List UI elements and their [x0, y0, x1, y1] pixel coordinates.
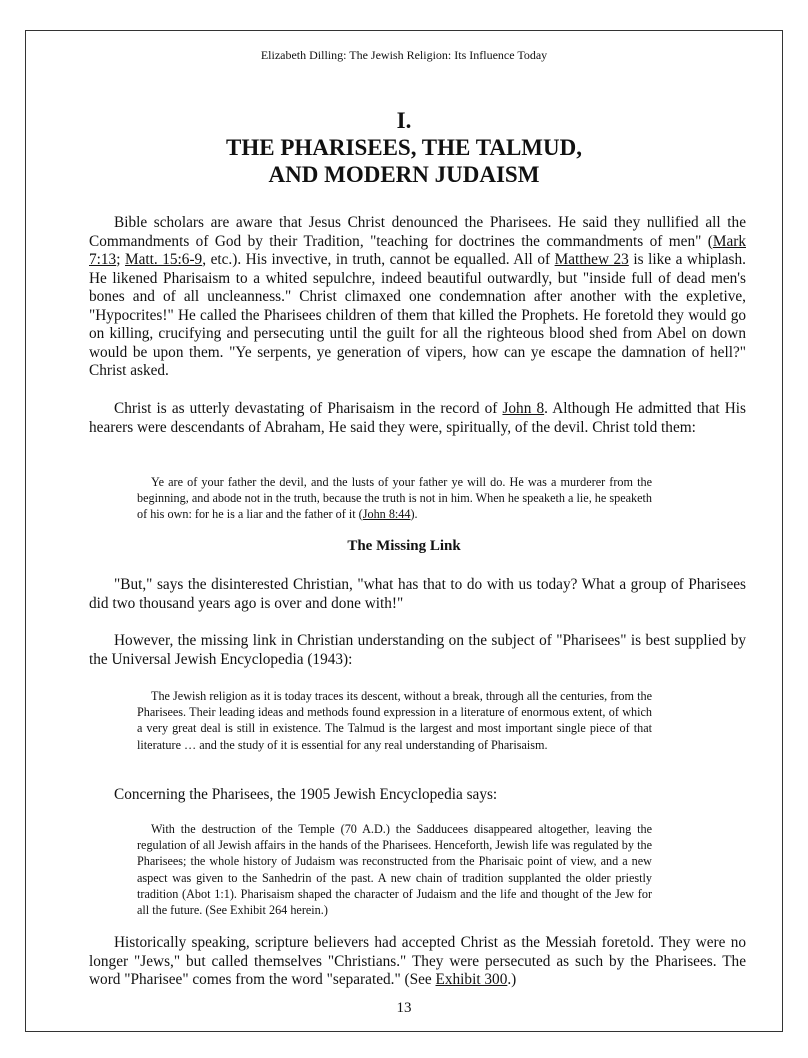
page-number: 13 [396, 1000, 412, 1016]
exhibit-300-link[interactable]: Exhibit 300 [435, 971, 508, 988]
chapter-number: I. [396, 108, 412, 133]
scripture-link-mark-7-13[interactable]: Mark 7:13 [89, 232, 746, 268]
block-quote-2: The Jewish religion as it is today traces its descent, without a break, through all the centuries, from the Pharisees. Their leading ideas and methods found expression in a literature of enormous extent, of which a very great deal is still in existence. The Talmud is the largest and most important single piece of that literature … and the study of it is essential for any real understanding of Pharisaism. [137, 689, 652, 752]
paragraph-4: However, the missing link in Christian understanding on the subject of "Pharisees" is best supplied by the Universal Jewish Encyclopedia (1943): [89, 632, 746, 668]
paragraph-3: "But," says the disinterested Christian, "what has that to do with us today? What a group of Pharisees did two thousand years ago is over and done with!" [89, 576, 746, 612]
paragraph-1: Bible scholars are aware that Jesus Christ denounced the Pharisees. He said they nullified all the Commandments of God by their Tradition, "teaching for doctrines the commandments of men" (Mark 7:13; Matt. 15:6-9, etc.). His invective, in truth, cannot be equalled. All of Matthew 23 is like a whiplash. He likened Pharisaism to a whited sepulchre, indeed beautiful outwardly, but "inside full of dead men's bones and of all uncleanness." Christ climaxed one condemnation after another with the expletive, "Hypocrites!" He called the Pharisees children of them that killed the Prophets. He foretold they would go on killing, crucifying and persecuting until the guilt for all the righteous blood shed from Abel on down would be upon them. "Ye serpents, ye generation of vipers, how can ye escape the damnation of hell?" Christ asked. [89, 214, 746, 379]
chapter-title [26, 107, 782, 188]
page-frame [25, 30, 783, 1032]
section-heading: The Missing Link [347, 538, 461, 554]
running-header: Elizabeth Dilling: The Jewish Religion: Its Influence Today [260, 48, 548, 62]
chapter-title-line-1: THE PHARISEES, THE TALMUD, [226, 135, 582, 160]
chapter-title-line-2: AND MODERN JUDAISM [268, 162, 540, 187]
scripture-link-john-8[interactable]: John 8 [502, 400, 545, 417]
scripture-link-john-8-44[interactable]: John 8:44 [362, 507, 411, 522]
block-quote-1: Ye are of your father the devil, and the lusts of your father ye will do. He was a murderer from the beginning, and abode not in the truth, because the truth is not in him. When he speaketh a lie, he speaketh of his own: for he is a liar and the father of it (John 8:44). [137, 475, 652, 522]
scripture-link-matthew-23[interactable]: Matthew 23 [554, 251, 629, 268]
scripture-link-matt-15-6-9[interactable]: Matt. 15:6-9 [125, 251, 203, 268]
paragraph-6: Historically speaking, scripture believers had accepted Christ as the Messiah foretold. They were no longer "Jews," but called themselves "Christians." They were persecuted as such by the Pharisees. The word "Pharisee" comes from the word "separated." (See Exhibit 300.) [89, 934, 746, 988]
paragraph-5: Concerning the Pharisees, the 1905 Jewish Encyclopedia says: [114, 786, 498, 803]
block-quote-3: With the destruction of the Temple (70 A.D.) the Sadducees disappeared altogether, leaving the regulation of all Jewish affairs in the hands of the Pharisees. Henceforth, Jewish life was regulated by the Pharisees; the whole history of Judaism was reconstructed from the Pharisaic point of view, and a new aspect was given to the Sanhedrin of the past. A new chain of tradition supplanted the older priestly tradition (Abot 1:1). Pharisaism shaped the character of Judaism and the life and thought of the Jew for all the future. (See Exhibit 264 herein.) [137, 822, 652, 918]
paragraph-2: Christ is as utterly devastating of Pharisaism in the record of John 8. Although He admitted that His hearers were descendants of Abraham, He said they were, spiritually, of the devil. Christ told them: [89, 400, 747, 436]
